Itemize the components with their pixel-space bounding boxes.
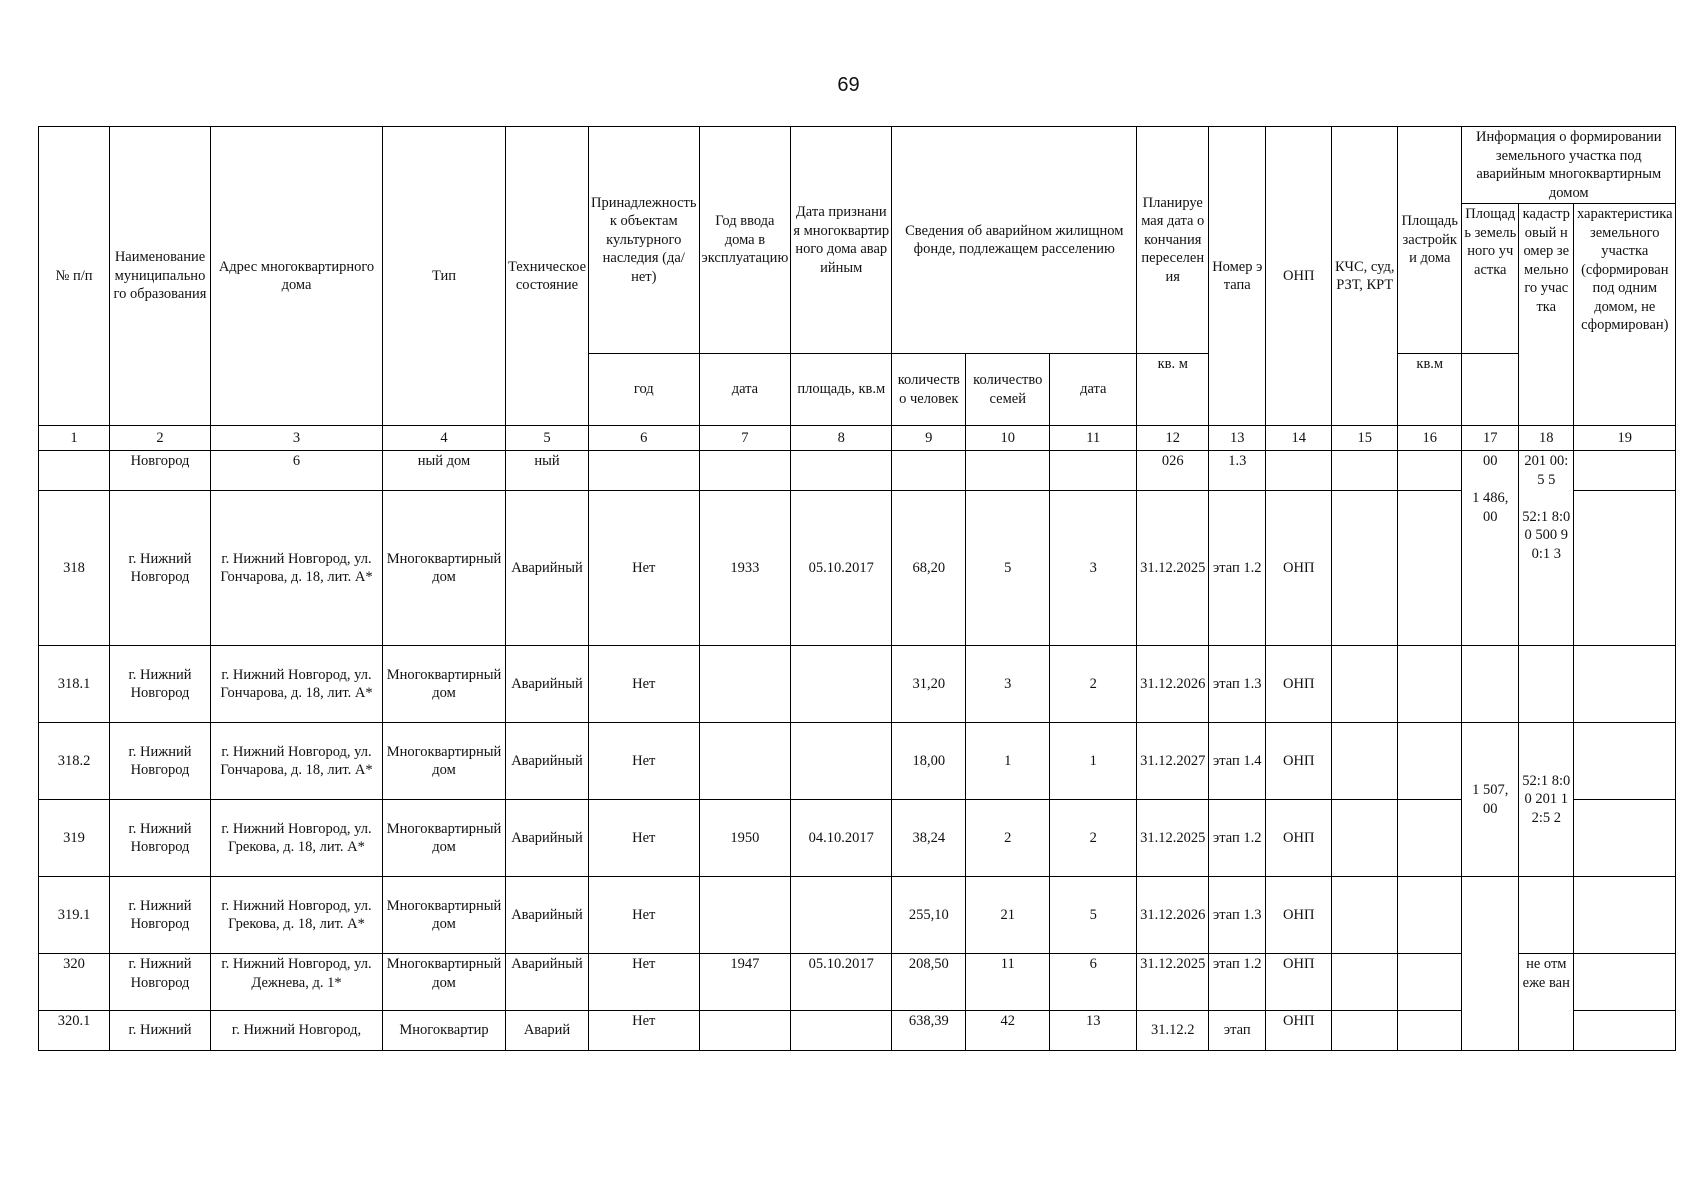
header-year: Год ввода дома в эксплуатацию [699,127,791,354]
cell-cadastral [1519,877,1574,954]
cell-state: Аварийный [506,954,589,1011]
cell-year [699,723,791,800]
subheader-families: количество семей [966,354,1050,426]
cell-recognition-date [791,646,892,723]
cell-num: 318.2 [39,723,110,800]
column-number: 8 [791,426,892,451]
cell-people: 1 [966,723,1050,800]
cell-year: 1950 [699,800,791,877]
cell-address: г. Нижний Новгород, ул. Гончарова, д. 18, лит. А* [211,646,383,723]
cell-area: 68,20 [892,491,966,646]
cell-cadastral: не отм еже ван [1519,954,1574,1051]
header-cadastral: кадастровый номер земельного участка [1519,204,1574,426]
table-row [39,723,1676,800]
column-number: 13 [1209,426,1266,451]
cell-cadastral: 52:1 8:00 201 12:5 2 [1519,723,1574,877]
cell-built-area [1398,723,1462,800]
cell-recognition-date [791,877,892,954]
header-planned-date: Планируемая дата окончания переселения [1137,127,1209,354]
cell-recognition-date [791,723,892,800]
cell-year [699,451,791,491]
cell-year [699,1011,791,1051]
header-land-characteristic: характеристика земельного участка (сформирован под одним домом, не сформирован) [1574,204,1676,426]
subheader-built-area-unit: кв. м [1137,354,1209,426]
subheader-date: дата [699,354,791,426]
column-number-row [39,426,1676,451]
table-row [39,491,1676,646]
cell-planned-date: 31.12.2025 [1137,491,1209,646]
cell-onp: ОНП [1266,954,1332,1011]
cell-cadastral: 201 00:5 5 52:1 8:00 500 90:1 3 [1519,451,1574,646]
cell-planned-date: 31.12.2026 [1137,646,1209,723]
cell-area: 31,20 [892,646,966,723]
cell-onp: ОНП [1266,646,1332,723]
column-number: 9 [892,426,966,451]
table-row [39,646,1676,723]
cell-municipality: г. Нижний Новгород [110,800,211,877]
cell-type: ный дом [383,451,506,491]
cell-planned-date: 31.12.2025 [1137,800,1209,877]
cell-municipality: г. Нижний Новгород [110,491,211,646]
cell-state: Аварийный [506,877,589,954]
header-num: № п/п [39,127,110,426]
cell-type: Многоквартирный дом [383,877,506,954]
header-kchs: КЧС, суд, РЗТ, КРТ [1332,127,1398,426]
cell-land-characteristic [1574,491,1676,646]
cell-state: Аварийный [506,646,589,723]
cell-municipality: г. Нижний Новгород [110,877,211,954]
cell-kchs [1332,954,1398,1011]
cell-land-characteristic [1574,646,1676,723]
cell-year [699,646,791,723]
cell-people: 2 [966,800,1050,877]
column-number: 17 [1462,426,1519,451]
cell-num: 319.1 [39,877,110,954]
header-land-info: Информация о формировании земельного участка под аварийным многоквартирным домом [1462,127,1676,204]
header-onp: ОНП [1266,127,1332,426]
cell-stage: 1.3 [1209,451,1266,491]
cell-type: Многоквартирный дом [383,800,506,877]
cell-heritage: Нет [589,723,700,800]
cell-land-characteristic [1574,877,1676,954]
cell-onp: ОНП [1266,723,1332,800]
cell-municipality: г. Нижний Новгород [110,954,211,1011]
cell-area: 208,50 [892,954,966,1011]
header-tech-state: Техническое состояние [506,127,589,426]
cell-state: Аварийный [506,800,589,877]
cell-kchs [1332,491,1398,646]
cell-area: 18,00 [892,723,966,800]
header-type: Тип [383,127,506,426]
column-number: 2 [110,426,211,451]
cell-area: 38,24 [892,800,966,877]
cell-land-area: 00 1 486, 00 [1462,451,1519,646]
cell-people: 42 [966,1011,1050,1051]
cell-stage: этап [1209,1011,1266,1051]
cell-state: Аварий [506,1011,589,1051]
cell-num: 318.1 [39,646,110,723]
cell-municipality: г. Нижний Новгород [110,646,211,723]
cell-kchs [1332,723,1398,800]
cell-stage: этап 1.2 [1209,954,1266,1011]
cell-type: Многоквартирный дом [383,491,506,646]
cell-onp: ОНП [1266,1011,1332,1051]
cell-families: 1 [1050,723,1137,800]
cell-address: г. Нижний Новгород, ул. Грекова, д. 18, лит. А* [211,877,383,954]
header-built-area: Площадь застройки дома [1398,127,1462,354]
cell-heritage: Нет [589,877,700,954]
column-number: 11 [1050,426,1137,451]
cell-onp: ОНП [1266,491,1332,646]
cell-land-area: 1 507, 00 [1462,723,1519,877]
cell-area: 255,10 [892,877,966,954]
cell-municipality: г. Нижний Новгород [110,723,211,800]
cell-stage: этап 1.3 [1209,646,1266,723]
header-recognition-date: Дата признания многоквартирного дома аварийным [791,127,892,354]
cell-people: 3 [966,646,1050,723]
cell-land-characteristic [1574,800,1676,877]
column-number: 7 [699,426,791,451]
table-row [39,954,1676,1011]
cell-address: г. Нижний Новгород, ул. Грекова, д. 18, лит. А* [211,800,383,877]
cell-type: Многоквартирный дом [383,723,506,800]
cell-year: 1933 [699,491,791,646]
cell-state: Аварийный [506,723,589,800]
cell-recognition-date [791,1011,892,1051]
cell-num: 320 [39,954,110,1011]
header-stage: Номер этапа [1209,127,1266,426]
subheader-land-area-unit: кв.м [1398,354,1462,426]
cell-built-area [1398,1011,1462,1051]
cell-families: 5 [1050,877,1137,954]
cell-families: 6 [1050,954,1137,1011]
header-municipality: Наименование муниципального образования [110,127,211,426]
cell-address: г. Нижний Новгород, ул. Дежнева, д. 1* [211,954,383,1011]
cell-address: г. Нижний Новгород, ул. Гончарова, д. 18, лит. А* [211,491,383,646]
cell-onp [1266,451,1332,491]
cell-area: 638,39 [892,1011,966,1051]
cell-heritage: Нет [589,800,700,877]
cell-heritage [589,451,700,491]
cell-municipality: Новгород [110,451,211,491]
cell-built-area [1398,451,1462,491]
cell-land-area [1462,877,1519,1051]
cell-num: 319 [39,800,110,877]
cell-built-area [1398,646,1462,723]
cell-address: 6 [211,451,383,491]
column-number: 15 [1332,426,1398,451]
table-row [39,800,1676,877]
column-number: 19 [1574,426,1676,451]
cell-address: г. Нижний Новгород, [211,1011,383,1051]
column-number: 6 [589,426,700,451]
cell-people: 5 [966,491,1050,646]
cell-planned-date: 026 [1137,451,1209,491]
cell-kchs [1332,1011,1398,1051]
header-heritage: Принадлежность к объектам культурного наследия (да/нет) [589,127,700,354]
cell-built-area [1398,877,1462,954]
cell-onp: ОНП [1266,800,1332,877]
cell-families: 2 [1050,800,1137,877]
column-number: 10 [966,426,1050,451]
cell-stage: этап 1.2 [1209,800,1266,877]
cell-planned-date: 31.12.2025 [1137,954,1209,1011]
cell-onp: ОНП [1266,877,1332,954]
cell-year: 1947 [699,954,791,1011]
cell-built-area [1398,800,1462,877]
column-number: 14 [1266,426,1332,451]
cell-planned-date: 31.12.2027 [1137,723,1209,800]
cell-stage: этап 1.2 [1209,491,1266,646]
subheader-year: год [589,354,700,426]
cell-land-area [1462,646,1519,723]
cell-heritage: Нет [589,1011,700,1051]
column-number: 4 [383,426,506,451]
table-row [39,877,1676,954]
column-number: 18 [1519,426,1574,451]
cell-state: Аварийный [506,491,589,646]
column-number: 1 [39,426,110,451]
subheader-people: количество человек [892,354,966,426]
cell-recognition-date: 04.10.2017 [791,800,892,877]
cell-municipality: г. Нижний [110,1011,211,1051]
cell-type: Многоквартирный дом [383,646,506,723]
cell-heritage: Нет [589,491,700,646]
cell-state: ный [506,451,589,491]
cell-heritage: Нет [589,954,700,1011]
cell-people: 21 [966,877,1050,954]
cell-area [892,451,966,491]
cell-land-characteristic [1574,723,1676,800]
cell-land-characteristic [1574,954,1676,1011]
cell-planned-date: 31.12.2 [1137,1011,1209,1051]
cell-families: 3 [1050,491,1137,646]
cell-stage: этап 1.4 [1209,723,1266,800]
cell-families [1050,451,1137,491]
cell-num [39,451,110,491]
cell-built-area [1398,491,1462,646]
subheader-planned-date: дата [1050,354,1137,426]
cell-type: Многоквартир [383,1011,506,1051]
header-housing-info: Сведения об аварийном жилищном фонде, подлежащем расселению [892,127,1137,354]
column-number: 3 [211,426,383,451]
cell-stage: этап 1.3 [1209,877,1266,954]
cell-kchs [1332,646,1398,723]
cell-land-characteristic [1574,1011,1676,1051]
cell-kchs [1332,800,1398,877]
cell-heritage: Нет [589,646,700,723]
cell-land-characteristic [1574,451,1676,491]
cell-cadastral [1519,646,1574,723]
cell-planned-date: 31.12.2026 [1137,877,1209,954]
cell-recognition-date: 05.10.2017 [791,954,892,1011]
cell-num: 318 [39,491,110,646]
cell-recognition-date [791,451,892,491]
header-land-area: Площадь земельного участка [1462,204,1519,354]
cell-people [966,451,1050,491]
cell-year [699,877,791,954]
cell-type: Многоквартирный дом [383,954,506,1011]
column-number: 5 [506,426,589,451]
cell-recognition-date: 05.10.2017 [791,491,892,646]
header-address: Адрес многоквартирного дома [211,127,383,426]
emergency-housing-table [38,126,1676,1051]
cell-address: г. Нижний Новгород, ул. Гончарова, д. 18, лит. А* [211,723,383,800]
column-number: 12 [1137,426,1209,451]
cell-kchs [1332,451,1398,491]
subheader-area: площадь, кв.м [791,354,892,426]
table-row [39,1011,1676,1051]
cell-kchs [1332,877,1398,954]
cell-families: 2 [1050,646,1137,723]
column-number: 16 [1398,426,1462,451]
cell-num: 320.1 [39,1011,110,1051]
page-number: 69 [837,74,860,96]
table-row-continued [39,451,1676,491]
cell-people: 11 [966,954,1050,1011]
cell-families: 13 [1050,1011,1137,1051]
cell-built-area [1398,954,1462,1011]
